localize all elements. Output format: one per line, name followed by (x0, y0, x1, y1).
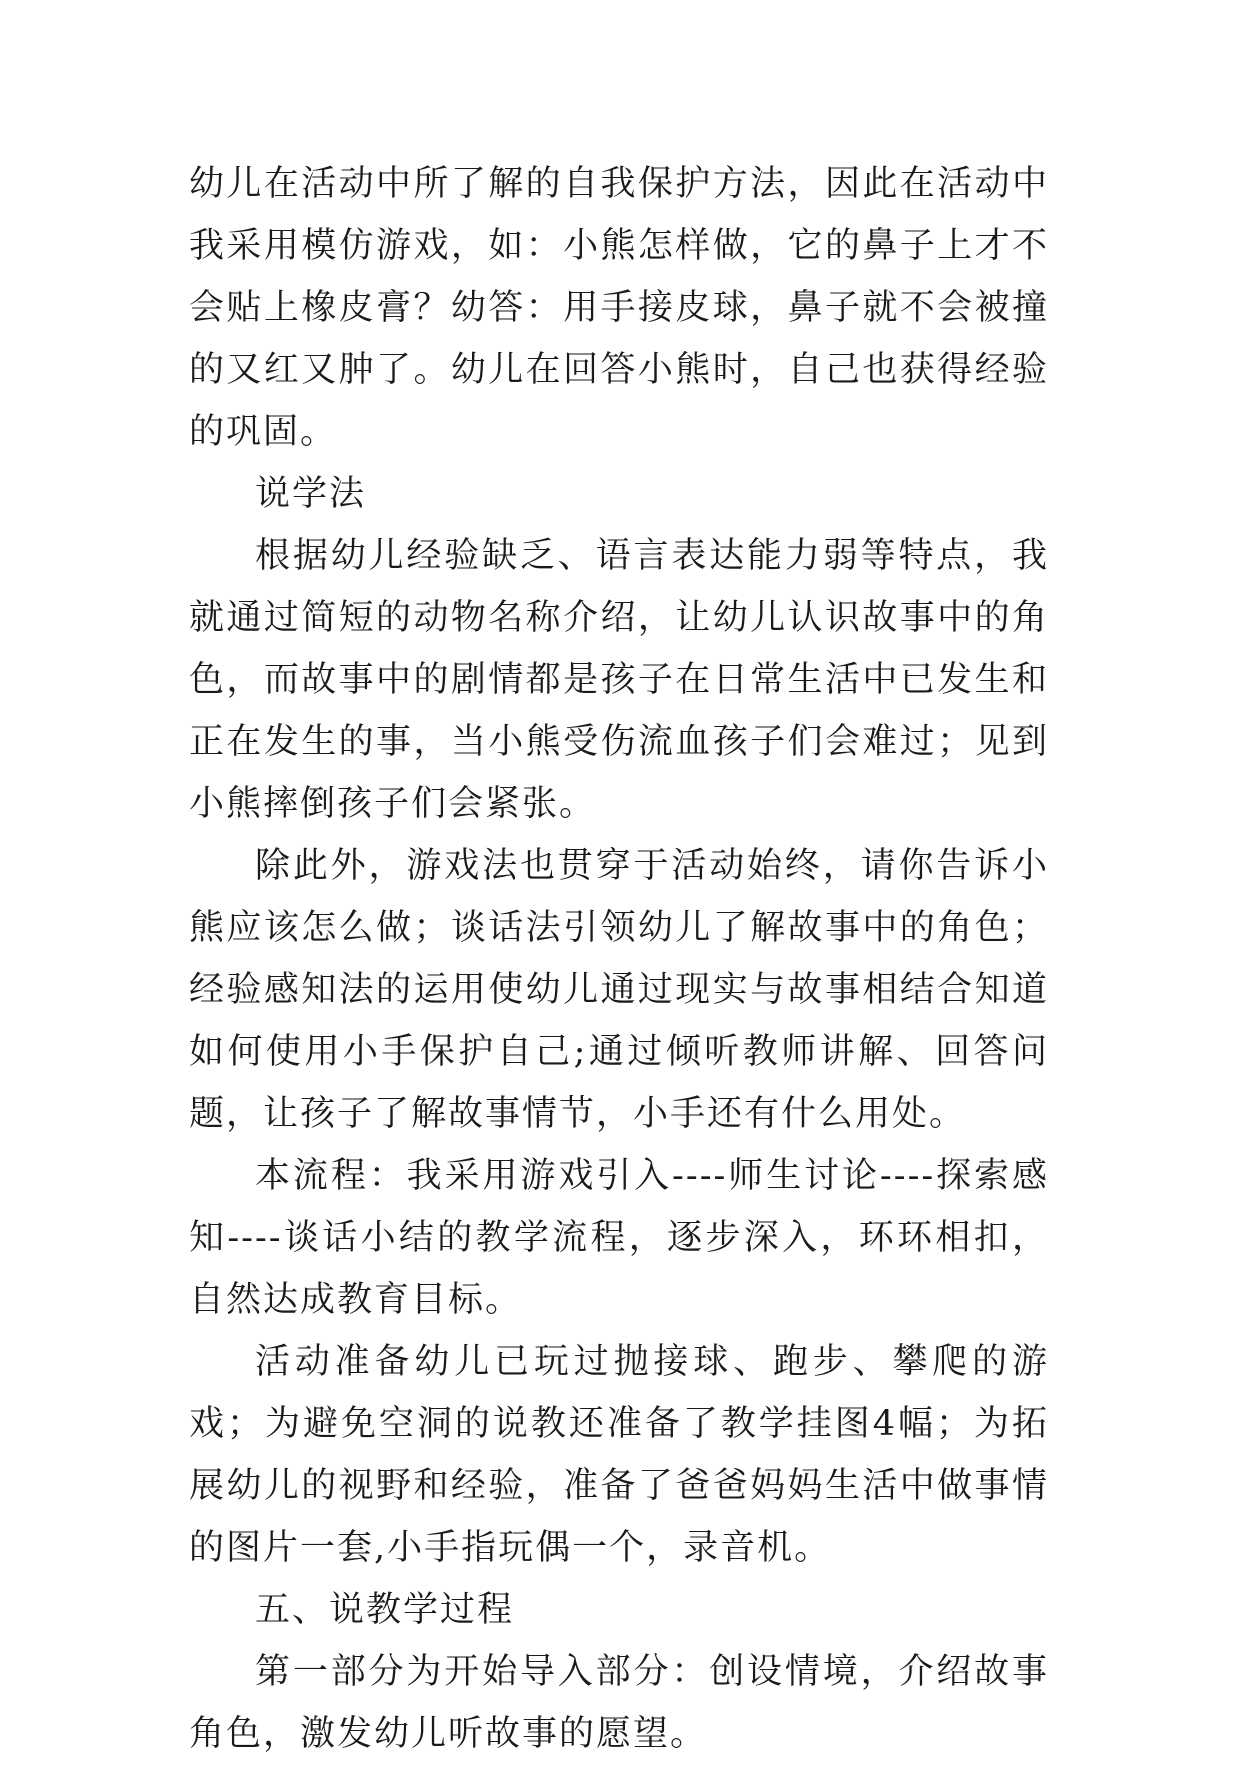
document-body (189, 153, 1049, 1765)
paragraph-game-method: 除此外，游戏法也贯穿于活动始终，请你告诉小熊应该怎么做；谈话法引领幼儿了解故事中的角色；经验感知法的运用使幼儿通过现实与故事相结合知道如何使用小手保护自己;通过倾听教师讲解、回答问题，让孩子了解故事情节，小手还有什么用处。 (189, 846, 1049, 1134)
section-heading-teaching-process: 五、说教学过程 (255, 1590, 515, 1630)
paragraph-process-flow: 本流程：我采用游戏引入----师生讨论----探索感知----谈话小结的教学流程，逐步深入，环环相扣，自然达成教育目标。 (189, 1156, 1049, 1320)
paragraph-part-one: 第一部分为开始导入部分：创设情境，介绍故事角色，激发幼儿听故事的愿望。 (189, 1652, 1049, 1754)
paragraph-continuation: 幼儿在活动中所了解的自我保护方法，因此在活动中我采用模仿游戏，如：小熊怎样做，它的鼻子上才不会贴上橡皮膏？幼答：用手接皮球，鼻子就不会被撞的又红又肿了。幼儿在回答小熊时，自己也获得经验的巩固。 (189, 164, 1049, 452)
section-heading-study-method: 说学法 (255, 474, 367, 514)
paragraph-study-method: 根据幼儿经验缺乏、语言表达能力弱等特点，我就通过简短的动物名称介绍，让幼儿认识故事中的角色，而故事中的剧情都是孩子在日常生活中已发生和正在发生的事，当小熊受伤流血孩子们会难过；见到小熊摔倒孩子们会紧张。 (189, 536, 1049, 824)
paragraph-activity-preparation: 活动准备幼儿已玩过抛接球、跑步、攀爬的游戏；为避免空洞的说教还准备了教学挂图4幅；为拓展幼儿的视野和经验，准备了爸爸妈妈生活中做事情的图片一套,小手指玩偶一个，录音机。 (189, 1342, 1049, 1568)
